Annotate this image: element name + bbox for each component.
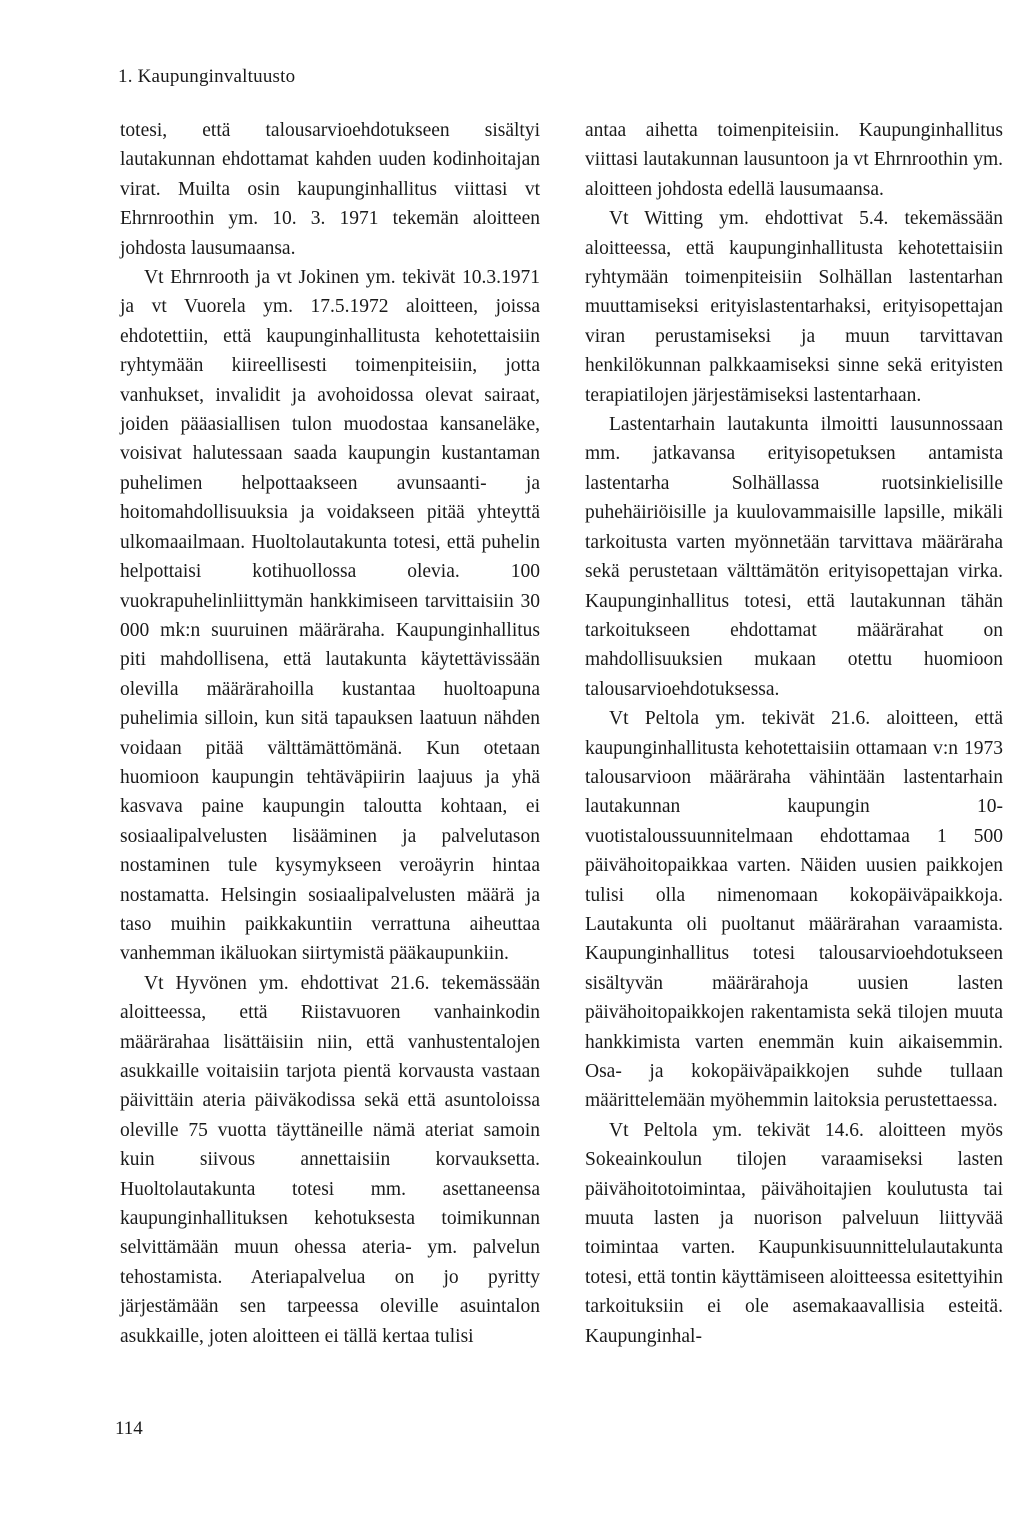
paragraph-ehrnrooth-motion: Vt Ehrnrooth ja vt Jokinen ym. tekivät 10.3.1971 ja vt Vuorela ym. 17.5.1972 aloitteen, joissa ehdotettiin, että kaupunginhallitusta kehotettaisiin ryhtymään kiireellisesti toimenpiteisiin, jotta vanhukset, invalidit ja avohoidossa olevat sairaat, joiden pääasiallisen tulon muodostaa kansaneläke, voisivat halutessaan saada kaupungin kustantaman puhelimen helpottaakseen avunsaanti- ja hoitomahdollisuuksia ja voidakseen pitää yhteyttä ulkomaailmaan. Huoltolautakunta totesi, että puhelin helpottaisi kotihuollossa olevia. 100 vuokrapuhelinliittymän hankkimiseen tarvittaisiin 30 000 mk:n suuruinen määräraha. Kaupunginhallitus piti mahdollisena, että lautakunta käytettävissään olevilla määrärahoilla kustantaa huoltoapuna puhelimia silloin, kun sitä tapauksen laatuun nähden voidaan pitää välttämättömänä. Kun otetaan huomioon kaupungin tehtäväpiirin laajuus ja yhä kasvava paine kaupungin taloutta kohtaan, ei sosiaalipalvelusten lisääminen ja palvelutason nostaminen tule kysymykseen veroäyrin hintaa nostamatta. Helsingin sosiaalipalvelusten määrä ja taso muihin paikkakuntiin verrattuna aiheuttaa vanhemman ikäluokan siirtymistä pääkaupunkiin. (120, 267, 540, 965)
paragraph-continuation: totesi, että talousarvioehdotukseen sisältyi lautakunnan ehdottamat kahden uuden kodinhoitajan virat. Muilta osin kaupunginhallitus viittasi vt Ehrnroothin ym. 10. 3. 1971 tekemän aloitteen johdosta lausumaansa. (120, 120, 540, 259)
paragraph-peltola-motion-school: Vt Peltola ym. tekivät 14.6. aloitteen myös Sokeainkoulun tilojen varaamiseksi lasten päivähoitotoimintaa, päivähoitajien koulutusta tai muuta lasten ja nuorison palveluun liittyvää toimintaa varten. Kaupunkisuunnittelulautakunta totesi, että tontin käyttämiseen aloitteessa esitettyihin tarkoituksiin ei ole asemakaavallisia esteitä. Kaupunginhal- (585, 1119, 1003, 1347)
page-number: 114 (115, 1418, 143, 1439)
running-title: 1. Kaupunginvaltuusto (118, 66, 296, 87)
paragraph-lastentarhain-statement: Lastentarhain lautakunta ilmoitti lausunnossaan mm. jatkavansa erityisopetuksen antamista lastentarha Solhällassa ruotsinkielisille puhehäiriöisille ja kuulovammaisille lapsille, mikäli tarkoitusta varten myönnetään tarvittava määräraha sekä perustetaan välttämätön erityisopettajan virka. Kaupunginhallitus totesi, että lautakunnan tähän tarkoitukseen ehdottamat määrärahat on mahdollisuuksien mukaan otettu huomioon talousarvioehdotuksessa. (585, 414, 1003, 700)
paragraph-witting-motion: Vt Witting ym. ehdottivat 5.4. tekemässään aloitteessa, että kaupunginhallitusta kehotettaisiin ryhtymään toimenpiteisiin Solhällan lastentarhan muuttamiseksi erityislastentarhaksi, erityisopettajan viran perustamiseksi ja muun tarvittavan henkilökunnan palkkaamiseksi sinne sekä erityisten terapiatilojen järjestämiseksi lastentarhaan. (585, 208, 1003, 406)
right-column (585, 116, 1003, 1351)
left-column (120, 116, 540, 1351)
paragraph-peltola-motion-daycare: Vt Peltola ym. tekivät 21.6. aloitteen, että kaupunginhallitusta kehotettaisiin ottamaan v:n 1973 talousarvioon määräraha vähintään lastentarhain lautakunnan kaupungin 10-vuotistaloussuunnitelmaan ehdottamaa 1 500 päivähoitopaikkaa varten. Näiden uusien paikkojen tulisi olla nimenomaan kokopäiväpaikkoja. Lautakunta oli puoltanut määrärahan varaamista. Kaupunginhallitus totesi talousarvioehdotukseen sisältyvän määrärahoja uusien lasten päivähoitopaikkojen rakentamista sekä tilojen muuta hankkimista varten enemmän kuin aikaisemmin. Osa- ja kokopäiväpaikkojen suhde tullaan määrittelemään myöhemmin laitoksia perustettaessa. (585, 708, 1003, 1112)
paragraph-hyvonen-motion: Vt Hyvönen ym. ehdottivat 21.6. tekemässään aloitteessa, että Riistavuoren vanhainkodin määrärahaa lisättäisiin niin, että vanhustentalojen asukkaille voitaisiin tarjota pientä korvausta vastaan päivittäin ateria päiväkodissa sekä että asuntoloissa oleville 75 vuotta täyttäneille nämä ateriat samoin kuin siivous annettaisiin korvauksetta. Huoltolautakunta totesi mm. asettaneensa kaupunginhallituksen kehotuksesta toimikunnan selvittämään muun ohessa ateria- ym. palvelun tehostamista. Ateriapalvelua on jo pyritty järjestämään sen tarpeessa oleville asuintalon asukkaille, joten aloitteen ei tällä kertaa tulisi (120, 972, 540, 1347)
paragraph-continuation: antaa aihetta toimenpiteisiin. Kaupunginhallitus viittasi lautakunnan lausuntoon ja vt Ehrnroothin ym. aloitteen johdosta edellä lausumaansa. (585, 120, 1003, 200)
